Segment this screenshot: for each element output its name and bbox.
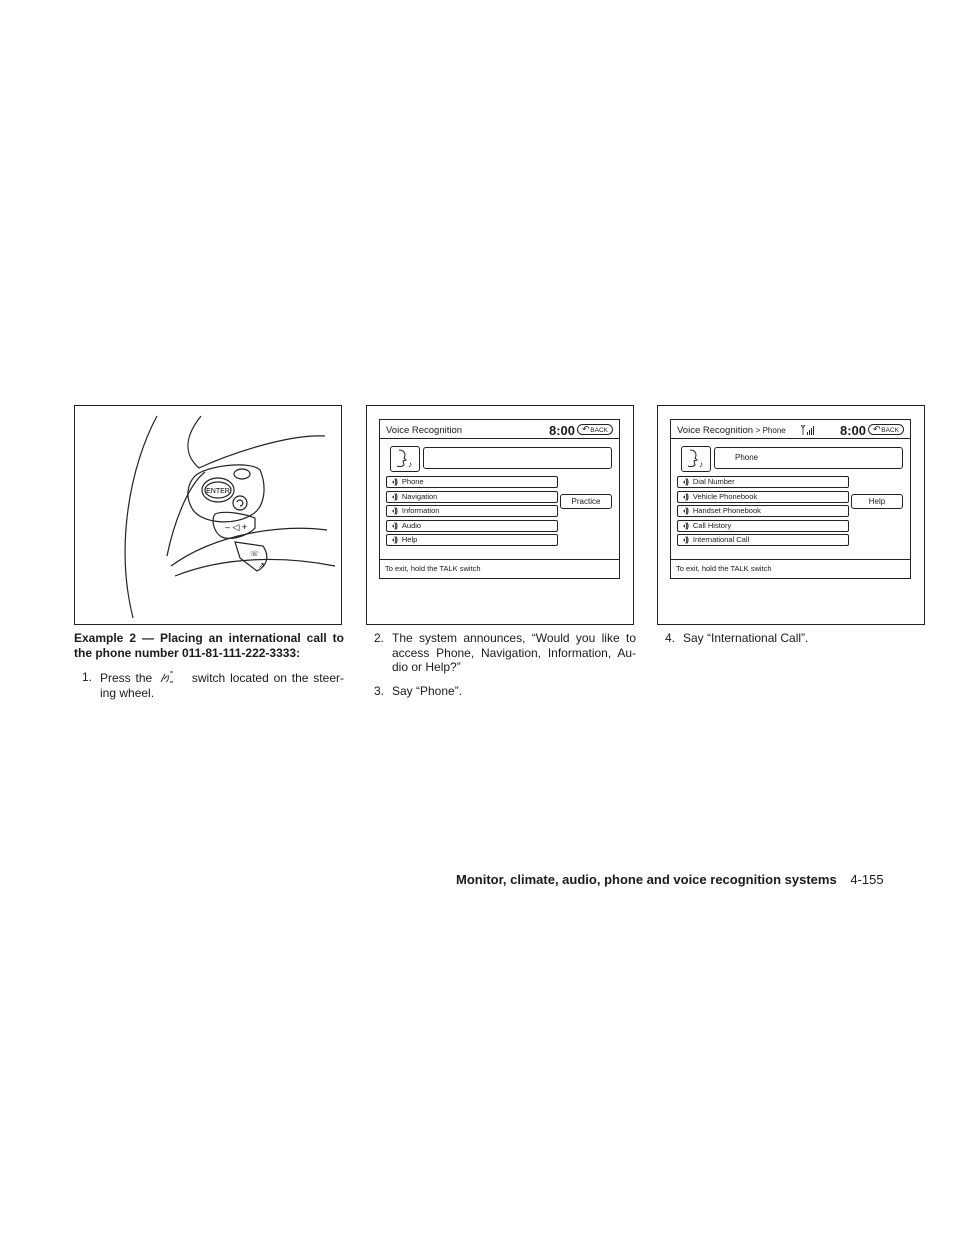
menu-item-navigation[interactable]: ◖)) Navigation — [386, 491, 558, 503]
voice-face-icon — [681, 446, 711, 472]
menu-item-dial-number[interactable]: ◖)) Dial Number — [677, 476, 849, 488]
back-label: BACK — [881, 427, 899, 434]
back-arrow-icon: ↶ — [873, 424, 881, 434]
page-number: 4-155 — [850, 872, 884, 887]
svg-text:– ◁ +: – ◁ + — [225, 522, 248, 532]
back-label: BACK — [590, 427, 608, 434]
menu-item-help[interactable]: ◖)) Help — [386, 534, 558, 546]
back-button[interactable] — [577, 424, 613, 435]
page-footer — [456, 872, 884, 887]
voice-command-icon: ◖)) — [391, 479, 397, 486]
voice-command-icon: ◖)) — [682, 493, 688, 501]
signal-strength-icon — [801, 425, 815, 435]
footer-section-title: Monitor, climate, audio, phone and voice recognition systems — [456, 872, 837, 887]
voice-command-icon: ◖)) — [391, 493, 397, 501]
clock: 8:00 — [839, 423, 866, 438]
voice-command-icon: ◖)) — [682, 479, 688, 486]
status-bar: To exit, hold the TALK switch — [671, 559, 910, 578]
clock: 8:00 — [548, 423, 575, 438]
step-1: 1. Press the switch located on the steer-ing wheel. — [82, 670, 344, 700]
text-column-2 — [366, 631, 636, 707]
step-2: 2. The system announces, “Would you like to access Phone, Navigation, Information, Au-dio or Help?” — [374, 631, 636, 674]
voice-recognition-figure — [366, 405, 634, 625]
help-button[interactable]: Help — [851, 494, 903, 509]
back-arrow-icon: ↶ — [582, 424, 590, 434]
breadcrumb: > Phone — [755, 426, 786, 435]
example-heading: Example 2 — Placing an international call to the phone number 011-81-111-222-3333: — [74, 631, 344, 660]
divider — [380, 438, 619, 439]
recognized-text-field — [423, 447, 612, 469]
voice-recognition-phone-screen — [670, 419, 911, 579]
menu-item-international-call[interactable]: ◖)) International Call — [677, 534, 849, 546]
svg-text:♪: ♪ — [408, 460, 412, 469]
menu-item-vehicle-phonebook[interactable]: ◖)) Vehicle Phonebook — [677, 491, 849, 503]
menu-item-audio[interactable]: ◖)) Audio — [386, 520, 558, 532]
steering-wheel-figure — [74, 405, 342, 625]
svg-text:↗: ↗ — [258, 561, 265, 570]
step-3: 3. Say “Phone”. — [374, 683, 463, 698]
step-4: 4. Say “International Call”. — [665, 631, 809, 645]
voice-command-icon: ◖)) — [391, 537, 397, 544]
text-column-1 — [74, 631, 344, 709]
talk-switch-icon — [157, 670, 187, 684]
enter-button-label: ENTER — [206, 488, 230, 495]
screen-title: Voice Recognition — [386, 425, 463, 436]
menu-item-call-history[interactable]: ◖)) Call History — [677, 520, 849, 532]
steering-wheel-illustration — [75, 406, 341, 624]
voice-command-icon: ◖)) — [391, 508, 397, 515]
voice-command-icon: ◖)) — [682, 537, 688, 544]
voice-recognition-screen — [379, 419, 620, 579]
practice-button[interactable]: Practice — [560, 494, 612, 509]
svg-text:☏: ☏ — [250, 551, 259, 558]
voice-command-icon: ◖)) — [682, 508, 688, 515]
menu-item-information[interactable]: ◖)) Information — [386, 505, 558, 517]
recognized-text-field: Phone — [714, 447, 903, 469]
voice-recognition-phone-figure — [657, 405, 925, 625]
back-button[interactable] — [868, 424, 904, 435]
divider — [671, 438, 910, 439]
voice-face-icon — [390, 446, 420, 472]
text-column-3 — [657, 631, 927, 655]
menu-list — [386, 476, 558, 549]
status-bar: To exit, hold the TALK switch — [380, 559, 619, 578]
menu-item-handset-phonebook[interactable]: ◖)) Handset Phonebook — [677, 505, 849, 517]
voice-command-icon: ◖)) — [391, 522, 397, 530]
menu-item-phone[interactable]: ◖)) Phone — [386, 476, 558, 488]
menu-list — [677, 476, 849, 549]
screen-title: Voice Recognition > Phone — [677, 425, 786, 436]
voice-command-icon: ◖)) — [682, 522, 688, 530]
svg-text:♪: ♪ — [699, 460, 703, 469]
